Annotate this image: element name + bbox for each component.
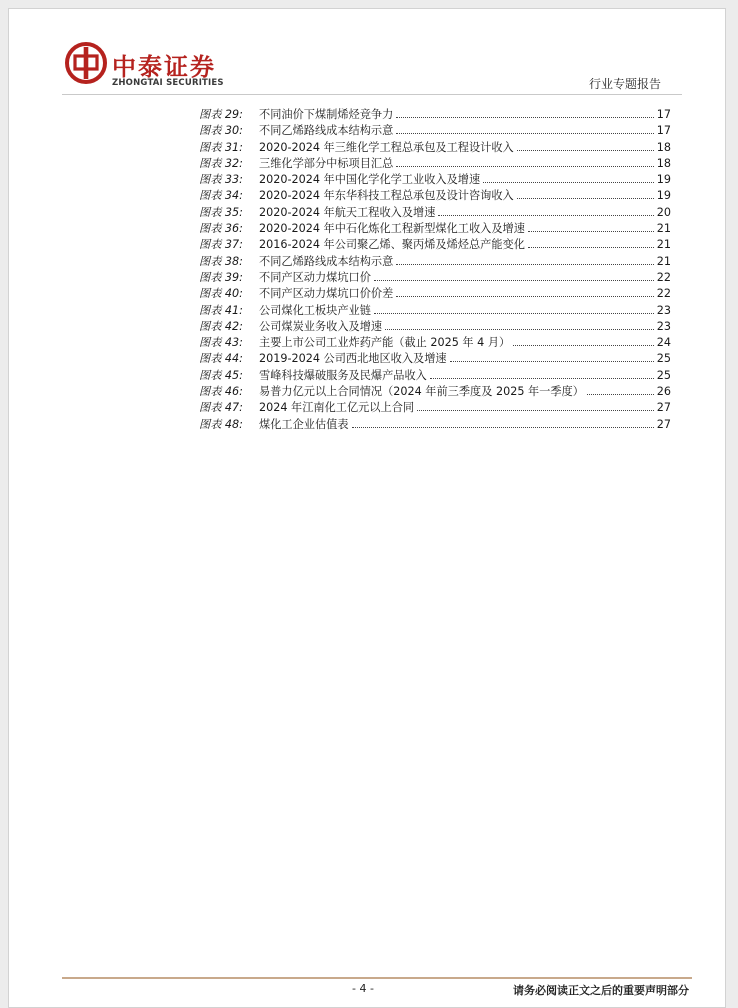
toc-entry[interactable] [199,399,671,415]
toc-entry[interactable] [199,122,671,138]
toc-entry-label: 图表 29: [199,108,243,121]
toc-entry-page: 21 [656,254,671,268]
toc-entry-label: 图表 47: [199,401,243,415]
toc-entry-page: 27 [656,401,671,415]
toc-entry-title: 煤化工企业估值表 [259,417,349,431]
footer-divider [62,977,692,979]
brand-name-chinese: 中泰证券 [112,53,216,81]
toc-leader-dots [385,329,654,330]
toc-entry-title: 2019-2024 公司西北地区收入及增速 [259,352,447,366]
toc-leader-dots [450,361,654,362]
toc-leader-dots [517,198,654,199]
toc-entry-label: 图表 45: [199,368,243,382]
toc-entry-title: 雪峰科技爆破服务及民爆产品收入 [259,368,427,382]
toc-leader-dots [483,182,654,183]
toc-leader-dots [417,410,654,411]
toc-leader-dots [396,117,653,118]
toc-entry-title: 不同乙烯路线成本结构示意 [259,124,394,138]
toc-entry-page: 27 [656,417,671,431]
toc-entry-title: 不同产区动力煤坑口价 [259,270,371,284]
toc-entry[interactable] [199,302,671,318]
toc-entry-page: 23 [656,303,671,317]
toc-entry-title: 2020-2024 年三维化学工程总承包及工程设计收入 [259,140,514,154]
toc-entry-label: 图表 46: [199,385,243,399]
toc-entry-page: 19 [656,189,671,203]
toc-entry-page: 21 [656,222,671,236]
toc-entry-label: 图表 48: [199,417,243,431]
toc-entry[interactable] [199,367,671,383]
toc-entry-page: 19 [656,173,671,187]
toc-entry[interactable] [199,350,671,366]
toc-entry-label: 图表 34: [199,189,243,203]
toc-entry-label: 图表 38: [199,254,243,268]
toc-entry[interactable] [199,318,671,334]
toc-leader-dots [430,378,654,379]
toc-entry-page: 17 [656,124,671,138]
toc-entry-label: 图表 32: [199,156,243,170]
toc-entry-page: 18 [656,156,671,170]
toc-entry-title: 不同产区动力煤坑口价价差 [259,287,394,301]
toc-leader-dots [396,296,653,297]
company-logo [64,41,264,95]
toc-entry-title: 不同乙烯路线成本结构示意 [259,254,394,268]
toc-entry-page: 20 [656,205,671,219]
toc-entry-page: 24 [656,336,671,350]
table-of-figures [199,106,671,432]
toc-leader-dots [374,313,654,314]
toc-entry[interactable] [199,171,671,187]
toc-entry-label: 图表 40: [199,287,243,301]
toc-entry-title: 2020-2024 年东华科技工程总承包及设计咨询收入 [259,189,514,203]
toc-entry-page: 22 [656,270,671,284]
toc-entry-title: 2020-2024 年中石化炼化工程新型煤化工收入及增速 [259,222,525,236]
toc-entry[interactable] [199,204,671,220]
toc-leader-dots [528,247,654,248]
toc-entry-title: 2020-2024 年中国化学化学工业收入及增速 [259,173,481,187]
toc-leader-dots [352,427,654,428]
toc-entry-label: 图表 33: [199,173,243,187]
toc-entry-label: 图表 30: [199,124,243,138]
document-page [8,8,726,1008]
toc-entry[interactable] [199,106,671,122]
toc-entry[interactable] [199,220,671,236]
disclaimer-text: 请务必阅读正文之后的重要声明部分 [513,984,689,997]
toc-entry[interactable] [199,253,671,269]
toc-entry[interactable] [199,416,671,432]
toc-entry-label: 图表 37: [199,238,243,252]
toc-entry-page: 25 [656,352,671,366]
toc-entry-label: 图表 43: [199,336,243,350]
toc-entry-title: 主要上市公司工业炸药产能（截止 2025 年 4 月） [259,336,511,350]
toc-entry-label: 图表 31: [199,140,243,154]
toc-entry-page: 26 [656,385,671,399]
toc-entry-page: 21 [656,238,671,252]
header-divider [62,94,682,95]
toc-entry-title: 不同油价下煤制烯烃竞争力 [259,108,394,121]
toc-leader-dots [438,215,653,216]
toc-entry-label: 图表 41: [199,303,243,317]
toc-entry[interactable] [199,155,671,171]
toc-entry[interactable] [199,383,671,399]
toc-entry-title: 2024 年江南化工亿元以上合同 [259,401,415,415]
toc-leader-dots [517,150,654,151]
toc-entry[interactable] [199,269,671,285]
toc-entry-title: 2020-2024 年航天工程收入及增速 [259,205,436,219]
toc-entry[interactable] [199,285,671,301]
toc-entry-page: 17 [656,108,671,121]
toc-entry-title: 三维化学部分中标项目汇总 [259,156,394,170]
toc-leader-dots [396,264,653,265]
toc-entry-label: 图表 44: [199,352,243,366]
toc-entry-title: 易普力亿元以上合同情况（2024 年前三季度及 2025 年一季度） [259,385,584,399]
toc-entry[interactable] [199,139,671,155]
toc-leader-dots [396,133,653,134]
zhongtai-logo-icon [64,41,108,85]
report-type-label: 行业专题报告 [588,77,661,91]
toc-entry-page: 25 [656,368,671,382]
toc-leader-dots [374,280,654,281]
toc-leader-dots [528,231,654,232]
toc-entry[interactable] [199,334,671,350]
toc-entry-page: 22 [656,287,671,301]
toc-entry-label: 图表 39: [199,270,243,284]
toc-entry-label: 图表 36: [199,222,243,236]
toc-entry[interactable] [199,236,671,252]
toc-entry-title: 公司煤化工板块产业链 [259,303,371,317]
toc-leader-dots [513,345,654,346]
toc-entry-title: 2016-2024 年公司聚乙烯、聚丙烯及烯烃总产能变化 [259,238,525,252]
toc-leader-dots [587,394,654,395]
page-number: - 4 - [352,982,374,995]
toc-entry-title: 公司煤炭业务收入及增速 [259,319,383,333]
toc-entry-page: 18 [656,140,671,154]
toc-entry-label: 图表 42: [199,319,243,333]
toc-entry[interactable] [199,187,671,203]
toc-leader-dots [396,166,653,167]
toc-entry-label: 图表 35: [199,205,243,219]
brand-name-english: ZHONGTAI SECURITIES [112,78,224,88]
toc-entry-page: 23 [656,319,671,333]
